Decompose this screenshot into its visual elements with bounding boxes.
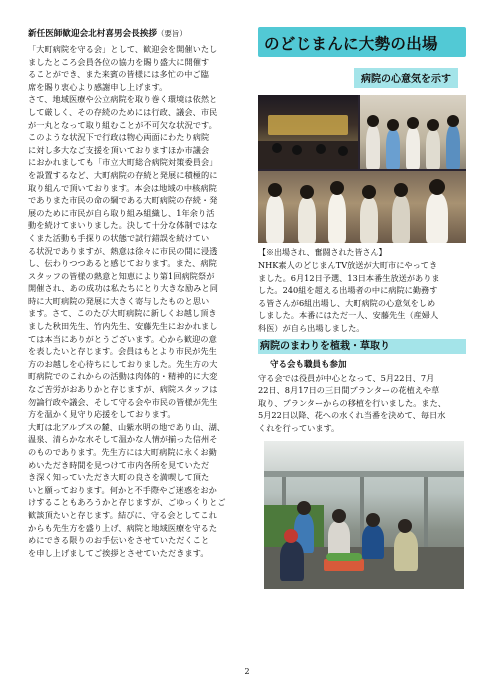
greeting-line: 取り組んで頂いております。本会は地域の中核病院 — [28, 182, 217, 193]
nodojiman-line: 科医）が自ら出場しました。 — [258, 322, 365, 333]
nodojiman-line: ました。6月12日予選、13日本番生放送がありま — [258, 272, 440, 283]
greeting-line: を申し上げましてご挨拶とさせていただきます。 — [28, 547, 209, 558]
greeting-line: 大町は北アルプスの麓、山紫水明の地であり山、湖、 — [28, 421, 226, 432]
greeting-heading — [28, 28, 242, 40]
greeting-line: 時に大町病院の発展に大きく寄与したものと思い — [28, 295, 210, 306]
greeting-line: でありまた市民の命の綱である大町病院の存続・発 — [28, 195, 218, 206]
planting-line: 22日、8月17日の三日間プランターの花植えや草 — [258, 385, 440, 396]
greeting-body — [28, 43, 242, 559]
greeting-line: けすることもあろうかと存じますが、ごゆっくりとご — [28, 497, 226, 508]
greeting-line: ました秋田先生、竹内先生、安藤先生におかれまし — [28, 321, 218, 332]
greeting-line: におかれましても「市立大町総合病院対策委員会」 — [28, 157, 218, 168]
article-subtitle: 病院の心意気を示す — [354, 68, 458, 88]
greeting-line: 方を温かく見守り応援をしております。 — [28, 409, 176, 420]
greeting-line: を表したいと存じます。会員はもとより市民が先生 — [28, 346, 217, 357]
planting-photo — [264, 441, 464, 589]
greeting-heading-note: （要旨） — [156, 29, 187, 38]
planting-section-title: 病院のまわりを植栽・草取り — [258, 339, 466, 354]
greeting-line: いと願っております。何かと不手際やご迷惑をおか — [28, 484, 217, 495]
greeting-line: 歓談頂たいと存じます。結びに、守る会としてこれ — [28, 509, 217, 520]
group-photo — [258, 171, 466, 243]
nodojiman-line: NHK素人のどじまんTV放送が大町市にやってき — [258, 260, 438, 270]
photo-caption: 【※出場され、奮闘された皆さん】 — [258, 248, 387, 257]
greeting-line: 席を賜り衷心より感謝申し上げます。 — [28, 81, 168, 92]
greeting-line: ましたところ会員各位の協力を賜り盛大に開催す — [28, 56, 210, 67]
greeting-line: のものであります。先生方には大町病院に永くお勤 — [28, 447, 217, 457]
greeting-line: なご苦労がおありかと存じますが、病院スタッフは — [28, 384, 218, 395]
nodojiman-article — [258, 27, 466, 589]
planting-body — [258, 372, 466, 435]
article-subtitle-wrap — [258, 67, 466, 88]
greeting-line: 勿論行政や議会、そして守る会や市民の皆様が先生 — [28, 396, 218, 407]
page-number: 2 — [244, 667, 250, 676]
greeting-line: 町病院でのこれからの活動は肉体的・精神的に大変 — [28, 371, 218, 382]
planting-line: 守る会では役員が中心となって、5月22日、7月 — [258, 372, 435, 383]
performers-photo — [360, 95, 466, 169]
greeting-line: めにできる限りのお手伝いをさせていただくこと — [28, 535, 210, 546]
greeting-article — [28, 28, 242, 559]
greeting-line: る状況でありますが、熱意は徐々に市民の間に浸透 — [28, 245, 218, 256]
nodojiman-line: る皆さんが6組出場し、大町病院の心意気をしめ — [258, 297, 436, 308]
greeting-line: 方のお越しを心待ちにしておりました。先生方の大 — [28, 358, 218, 369]
greeting-line: ては本当にありがとうございます。心から歓迎の意 — [28, 333, 217, 344]
greeting-line: くまた活動も手探りの状態で試行錯誤を続けてい — [28, 232, 210, 243]
greeting-line: 温泉、清らかな水そして温かな人情が揃った信州そ — [28, 434, 218, 445]
greeting-line: き深く知っていただき大町の良さを満喫して頂た — [28, 472, 210, 483]
article-title-band — [258, 27, 466, 57]
planting-subheading: 守る会も職員も参加 — [270, 359, 347, 370]
greeting-line: して厳しく、その存続のためには行政、議会、市民 — [28, 106, 218, 117]
greeting-line: このような状況下で行政は物心両面にわたり病院 — [28, 132, 210, 143]
greeting-line: 展のために市民が自ら取り組み組織し、1年余り活 — [28, 207, 215, 218]
greeting-line: を設置するなど、大町病院の存続と発展に積極的に — [28, 169, 218, 180]
greeting-line: に対し多大なご支援を頂いておりますほか市議会 — [28, 144, 210, 155]
greeting-line: ることができ、また来賓の皆様には多忙の中ご臨 — [28, 69, 209, 80]
nodojiman-photo — [258, 95, 466, 243]
planting-line: くれを行っています。 — [258, 422, 340, 433]
greeting-line: 動を続けてまいりました。決して十分な体制ではな — [28, 220, 218, 231]
greeting-line: し、伝わりつつあると感じております。また、病院 — [28, 258, 217, 269]
nodojiman-body — [258, 259, 466, 335]
greeting-line: からも先生方を盛り上げ、病院と地域医療を守るた — [28, 522, 218, 533]
greeting-line: 「大町病院を守る会」として、歓迎会を開催いたし — [28, 44, 218, 54]
greeting-line: スタッフの皆様の熱意と知恵により第1回病院祭が — [28, 270, 215, 281]
planting-line: 取り、プランターからの移植を行いました。また、 — [258, 397, 446, 408]
greeting-heading-text: 新任医師歓迎会北村喜男会長挨拶 — [28, 29, 157, 39]
greeting-line: 開催され、あの成功は私たちにとり大きな励みと同 — [28, 283, 218, 294]
greeting-line: ます。さて、このたび大町病院に新しくお越し頂き — [28, 308, 217, 319]
greeting-line: さて、地域医療や公立病院を取り巻く環境は依然と — [28, 94, 218, 105]
greeting-line: めいただき時間を見つけて市内各所を見ていただ — [28, 459, 210, 470]
nodojiman-line: した。240組を超える出場者の中に病院に勤務す — [258, 285, 438, 296]
planting-line: 5月22日以降、花への水くれ当番を決めて、毎日水 — [258, 410, 446, 421]
stage-photo — [258, 95, 358, 169]
nodojiman-line: しました。本番にはただ一人、安藤先生（産婦人 — [258, 310, 439, 321]
greeting-line: が一丸となって取り組むことが不可欠な状況です。 — [28, 119, 217, 130]
article-title: のどじまんに大勢の出場 — [264, 35, 438, 53]
